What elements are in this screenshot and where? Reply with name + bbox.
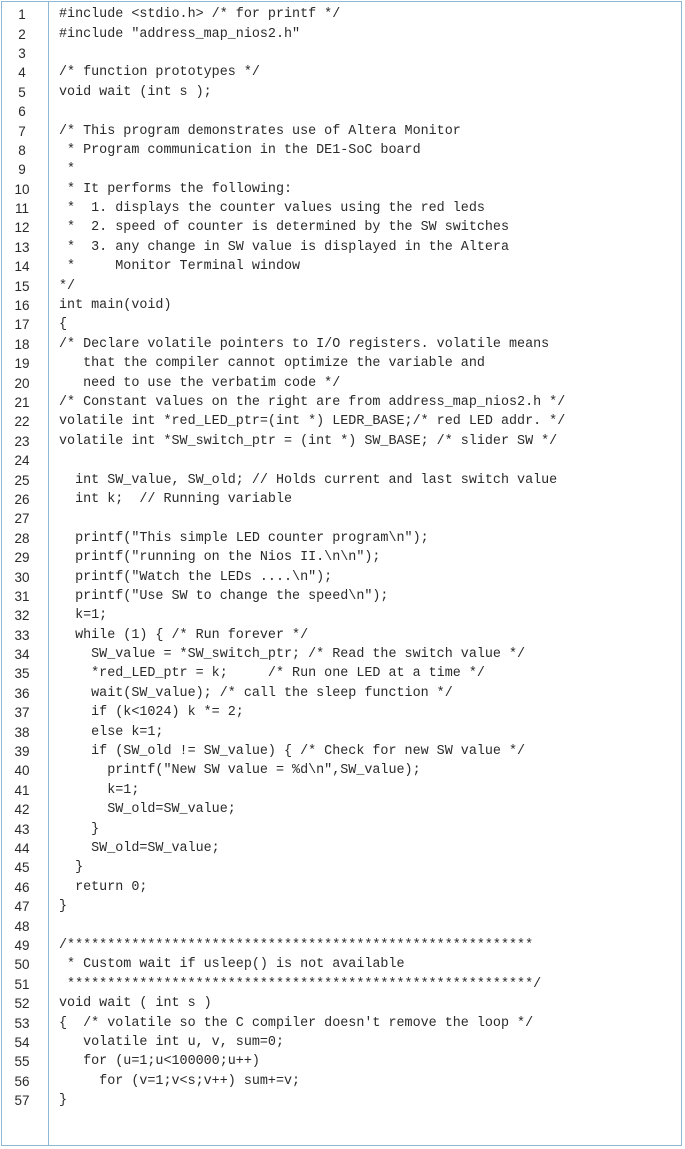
line-code: SW_value = *SW_switch_ptr; /* Read the switch value */ [59, 647, 526, 663]
line-code: } [59, 821, 100, 837]
line-number: 40 [14, 763, 30, 779]
code-line [2, 548, 681, 567]
code-line [2, 703, 681, 722]
code-line [2, 490, 681, 509]
code-line [2, 180, 681, 199]
line-code: volatile int u, v, sum=0; [59, 1034, 284, 1050]
line-number: 48 [14, 918, 30, 934]
line-number: 25 [14, 472, 30, 488]
line-number: 11 [14, 201, 29, 217]
code-line [2, 218, 681, 237]
line-code: printf("running on the Nios II.\n\n"); [59, 550, 381, 566]
line-number: 53 [14, 1015, 30, 1031]
line-code: wait(SW_value); /* call the sleep function */ [59, 685, 453, 701]
line-number: 1 [18, 7, 26, 23]
code-line [2, 160, 681, 179]
line-number: 45 [14, 860, 30, 876]
code-line [2, 451, 681, 470]
line-number: 2 [18, 26, 26, 42]
line-number: 24 [14, 453, 30, 469]
code-line [2, 975, 681, 994]
line-number: 56 [14, 1073, 30, 1089]
line-number: 13 [14, 239, 30, 255]
line-code: **********************************************************/ [59, 976, 542, 992]
line-number: 18 [14, 336, 30, 352]
line-number: 55 [14, 1054, 30, 1070]
line-number: 37 [14, 705, 30, 721]
line-number: 28 [14, 530, 30, 546]
line-number: 44 [14, 840, 30, 856]
line-code: /********************************************************** [59, 937, 534, 953]
code-line [2, 626, 681, 645]
code-line [2, 664, 681, 683]
code-line [2, 141, 681, 160]
line-code: * 2. speed of counter is determined by the SW switches [59, 220, 509, 236]
line-number: 36 [14, 685, 30, 701]
line-number: 43 [14, 821, 30, 837]
line-number: 12 [14, 220, 30, 236]
line-code: volatile int *SW_switch_ptr = (int *) SW_BASE; /* slider SW */ [59, 433, 558, 449]
line-number: 29 [14, 550, 30, 566]
line-number: 21 [14, 395, 30, 410]
code-line [2, 83, 681, 102]
line-number: 54 [14, 1034, 30, 1050]
line-code: void wait (int s ); [59, 84, 212, 100]
code-line [2, 121, 681, 140]
line-code: SW_old=SW_value; [59, 840, 220, 856]
line-code: SW_old=SW_value; [59, 802, 236, 818]
code-line [2, 587, 681, 606]
line-number: 20 [14, 375, 30, 391]
line-code: * 1. displays the counter values using the red leds [59, 201, 485, 217]
line-code: * It performs the following: [59, 181, 293, 197]
code-line [2, 373, 681, 392]
code-line [2, 238, 681, 257]
code-line [2, 470, 681, 489]
code-line [2, 800, 681, 819]
line-code: #include "address_map_nios2.h" [59, 26, 301, 42]
line-code: that the compiler cannot optimize the variable and [59, 356, 485, 372]
code-line [2, 529, 681, 548]
code-listing [1, 1, 682, 1146]
code-line [2, 335, 681, 354]
line-number: 47 [14, 899, 30, 915]
line-code: k=1; [59, 608, 108, 624]
line-code: int SW_value, SW_old; // Holds current and last switch value [59, 472, 558, 488]
line-number: 9 [18, 162, 26, 178]
line-number: 14 [14, 259, 30, 275]
line-number: 42 [14, 802, 30, 818]
line-number: 38 [14, 724, 30, 740]
code-line [2, 257, 681, 276]
code-line [2, 606, 681, 625]
code-line [2, 1091, 681, 1110]
code-line [2, 5, 681, 24]
line-number: 39 [14, 744, 30, 760]
line-code: /* Constant values on the right are from address_map_nios2.h */ [59, 395, 566, 410]
code-line [2, 645, 681, 664]
line-code: } [59, 899, 68, 915]
line-number: 30 [14, 569, 30, 585]
code-line [2, 916, 681, 935]
line-number: 52 [14, 996, 30, 1012]
line-number: 10 [14, 181, 30, 197]
code-line [2, 819, 681, 838]
code-line [2, 63, 681, 82]
line-number: 26 [14, 491, 30, 507]
line-number: 7 [18, 123, 26, 139]
code-line [2, 432, 681, 451]
line-code: * Custom wait if usleep() is not available [59, 957, 405, 973]
line-code: volatile int *red_LED_ptr=(int *) LEDR_BASE;/* red LED addr. */ [59, 414, 566, 430]
line-number: 5 [18, 84, 26, 100]
line-number: 22 [14, 414, 30, 430]
code-line [2, 199, 681, 218]
line-number: 23 [14, 433, 30, 449]
line-code: { /* volatile so the C compiler doesn't remove the loop */ [59, 1015, 534, 1031]
line-code: printf("This simple LED counter program\n"); [59, 530, 429, 546]
code-line [2, 761, 681, 780]
line-number: 35 [14, 666, 30, 682]
code-line [2, 684, 681, 703]
code-lines [2, 5, 681, 1110]
line-number: 4 [18, 65, 26, 81]
line-code: for (u=1;u<100000;u++) [59, 1054, 260, 1070]
code-line [2, 955, 681, 974]
line-code: * Program communication in the DE1-SoC board [59, 142, 421, 158]
line-code: /* Declare volatile pointers to I/O registers. volatile means [59, 336, 550, 352]
code-line [2, 858, 681, 877]
line-code: int k; // Running variable [59, 491, 293, 507]
line-code: if (k<1024) k *= 2; [59, 705, 244, 721]
line-number: 33 [14, 627, 30, 643]
code-line [2, 936, 681, 955]
line-code: need to use the verbatim code */ [59, 375, 341, 391]
code-line [2, 781, 681, 800]
line-code: printf("Use SW to change the speed\n"); [59, 588, 389, 604]
code-line [2, 742, 681, 761]
code-line [2, 315, 681, 334]
line-number: 32 [14, 608, 30, 624]
line-code: /* function prototypes */ [59, 65, 260, 81]
code-line [2, 994, 681, 1013]
line-number: 34 [14, 647, 30, 663]
code-line [2, 102, 681, 121]
line-number: 31 [14, 588, 30, 604]
code-line [2, 878, 681, 897]
code-line [2, 296, 681, 315]
line-code: printf("Watch the LEDs ....\n"); [59, 569, 333, 585]
line-code: while (1) { /* Run forever */ [59, 627, 309, 643]
line-number: 46 [14, 879, 30, 895]
line-code: printf("New SW value = %d\n",SW_value); [59, 763, 421, 779]
code-line [2, 509, 681, 528]
line-code: else k=1; [59, 724, 164, 740]
line-number: 15 [14, 278, 30, 294]
line-code: * Monitor Terminal window [59, 259, 301, 275]
line-number: 50 [14, 957, 30, 973]
code-line [2, 839, 681, 858]
line-number: 27 [14, 511, 30, 527]
line-number: 16 [14, 298, 30, 314]
code-line [2, 1013, 681, 1032]
line-code: if (SW_old != SW_value) { /* Check for new SW value */ [59, 744, 526, 760]
line-code: return 0; [59, 879, 148, 895]
line-code: * 3. any change in SW value is displayed in the Altera [59, 239, 509, 255]
code-line [2, 722, 681, 741]
line-code: for (v=1;v<s;v++) sum+=v; [59, 1073, 301, 1089]
line-number: 57 [14, 1093, 30, 1109]
code-line [2, 354, 681, 373]
code-line [2, 412, 681, 431]
line-number: 49 [14, 937, 30, 953]
line-number: 6 [18, 104, 26, 120]
code-line [2, 1033, 681, 1052]
code-line [2, 44, 681, 63]
code-line [2, 1052, 681, 1071]
line-code: k=1; [59, 782, 140, 798]
line-number: 41 [14, 782, 30, 798]
line-code: int main(void) [59, 298, 172, 314]
code-line [2, 393, 681, 412]
line-number: 51 [14, 976, 30, 992]
code-line [2, 276, 681, 295]
line-number: 19 [14, 356, 30, 372]
line-number: 17 [14, 317, 30, 333]
line-number: 3 [18, 45, 26, 61]
line-code: /* This program demonstrates use of Altera Monitor [59, 123, 461, 139]
code-line [2, 567, 681, 586]
line-code: *red_LED_ptr = k; /* Run one LED at a time */ [59, 666, 485, 682]
line-code: */ [59, 278, 76, 294]
line-code: #include <stdio.h> /* for printf */ [59, 7, 341, 23]
line-code: } [59, 860, 84, 876]
code-line [2, 24, 681, 43]
line-number: 8 [18, 142, 26, 158]
code-line [2, 897, 681, 916]
line-code: } [59, 1093, 68, 1109]
code-line [2, 1071, 681, 1090]
line-code: { [59, 317, 68, 333]
line-code: void wait ( int s ) [59, 996, 212, 1012]
line-code: * [59, 162, 76, 178]
